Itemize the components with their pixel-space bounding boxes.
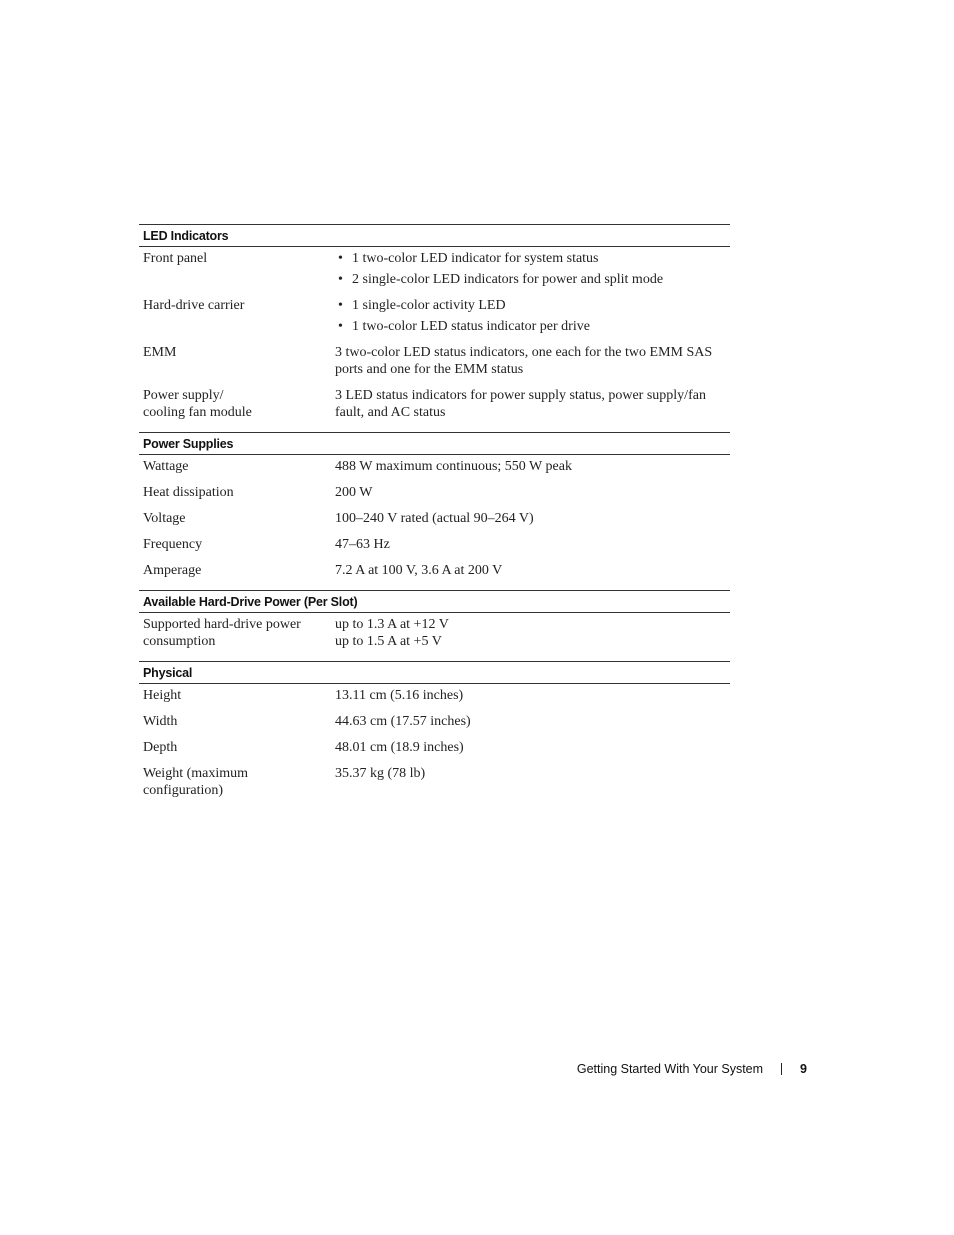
spec-label-line: Frequency xyxy=(143,537,203,552)
spec-value xyxy=(335,458,730,475)
spec-row xyxy=(139,296,730,343)
spec-row xyxy=(139,483,730,509)
spec-value xyxy=(335,344,730,378)
section-title: Physical xyxy=(139,662,730,684)
spec-label-line: EMM xyxy=(143,345,177,360)
spec-label xyxy=(139,297,335,335)
spec-label xyxy=(139,536,335,553)
spec-label-line: Height xyxy=(143,688,182,703)
spec-value-line: 200 W xyxy=(335,485,373,500)
spec-label xyxy=(139,250,335,288)
spec-value-line: 3 LED status indicators for power supply status, power supply/fan xyxy=(335,388,706,403)
page-number: 9 xyxy=(800,1062,807,1076)
spec-value xyxy=(335,536,730,553)
spec-label-line: Heat dissipation xyxy=(143,485,234,500)
spec-value-line: 47–63 Hz xyxy=(335,537,390,552)
section-body xyxy=(139,455,730,591)
spec-value-line: 35.37 kg (78 lb) xyxy=(335,766,426,781)
spec-label-line: Wattage xyxy=(143,459,189,474)
spec-value-line: 48.01 cm (18.9 inches) xyxy=(335,740,464,755)
spec-label-line: Amperage xyxy=(143,563,202,578)
spec-value-line: 3 two-color LED status indicators, one each for the two EMM SAS xyxy=(335,345,713,360)
spec-value xyxy=(335,250,730,288)
section-body xyxy=(139,247,730,433)
section-title: Available Hard-Drive Power (Per Slot) xyxy=(139,591,730,613)
spec-label xyxy=(139,562,335,579)
spec-value-line: 488 W maximum continuous; 550 W peak xyxy=(335,459,572,474)
footer-divider xyxy=(781,1063,782,1075)
bullet-item: • 1 two-color LED status indicator per drive xyxy=(335,318,726,335)
spec-row xyxy=(139,386,730,429)
spec-row xyxy=(139,686,730,712)
spec-label-line: cooling fan module xyxy=(143,405,252,420)
spec-value xyxy=(335,510,730,527)
spec-label-line: configuration) xyxy=(143,783,224,798)
spec-value-line: 7.2 A at 100 V, 3.6 A at 200 V xyxy=(335,563,503,578)
spec-value xyxy=(335,687,730,704)
spec-row xyxy=(139,535,730,561)
spec-label xyxy=(139,739,335,756)
section-title: LED Indicators xyxy=(139,225,730,247)
section-body xyxy=(139,613,730,662)
spec-value xyxy=(335,616,730,650)
spec-label xyxy=(139,713,335,730)
spec-label-line: Voltage xyxy=(143,511,186,526)
section-title: Power Supplies xyxy=(139,433,730,455)
spec-row xyxy=(139,249,730,296)
spec-row xyxy=(139,615,730,658)
spec-value xyxy=(335,713,730,730)
spec-label xyxy=(139,387,335,421)
spec-row xyxy=(139,712,730,738)
spec-row xyxy=(139,738,730,764)
spec-label xyxy=(139,510,335,527)
spec-value xyxy=(335,484,730,501)
spec-label xyxy=(139,344,335,378)
spec-label xyxy=(139,616,335,650)
spec-row xyxy=(139,457,730,483)
spec-row xyxy=(139,343,730,386)
spec-value xyxy=(335,387,730,421)
spec-label xyxy=(139,765,335,799)
bullet-list xyxy=(335,297,726,335)
spec-value-line: 13.11 cm (5.16 inches) xyxy=(335,688,464,703)
spec-value-line: up to 1.3 A at +12 V xyxy=(335,617,449,632)
bullet-list xyxy=(335,250,726,288)
spec-value-line: 44.63 cm (17.57 inches) xyxy=(335,714,471,729)
footer-title: Getting Started With Your System xyxy=(576,1062,764,1076)
spec-value-line: fault, and AC status xyxy=(335,405,446,420)
spec-label-line: Power supply/ xyxy=(143,388,224,403)
bullet-item: • 1 two-color LED indicator for system status xyxy=(335,250,726,267)
spec-value-line: 100–240 V rated (actual 90–264 V) xyxy=(335,511,534,526)
page-footer xyxy=(577,1062,807,1076)
spec-label-line: Supported hard-drive power xyxy=(143,617,301,632)
spec-label-line: Front panel xyxy=(143,251,208,266)
spec-row xyxy=(139,561,730,587)
spec-label-line: Depth xyxy=(143,740,178,755)
spec-value-line: ports and one for the EMM status xyxy=(335,362,524,377)
spec-value xyxy=(335,739,730,756)
spec-label-line: Hard-drive carrier xyxy=(143,298,245,313)
spec-label-line: consumption xyxy=(143,634,216,649)
spec-label xyxy=(139,458,335,475)
spec-row xyxy=(139,764,730,807)
bullet-item: • 2 single-color LED indicators for power and split mode xyxy=(335,271,726,288)
spec-value xyxy=(335,562,730,579)
spec-value xyxy=(335,297,730,335)
spec-label-line: Weight (maximum xyxy=(143,766,249,781)
section-body xyxy=(139,684,730,810)
spec-value xyxy=(335,765,730,799)
spec-value-line: up to 1.5 A at +5 V xyxy=(335,634,442,649)
bullet-item: • 1 single-color activity LED xyxy=(335,297,726,314)
spec-label xyxy=(139,687,335,704)
spec-table xyxy=(139,224,730,810)
spec-label xyxy=(139,484,335,501)
spec-label-line: Width xyxy=(143,714,178,729)
spec-row xyxy=(139,509,730,535)
